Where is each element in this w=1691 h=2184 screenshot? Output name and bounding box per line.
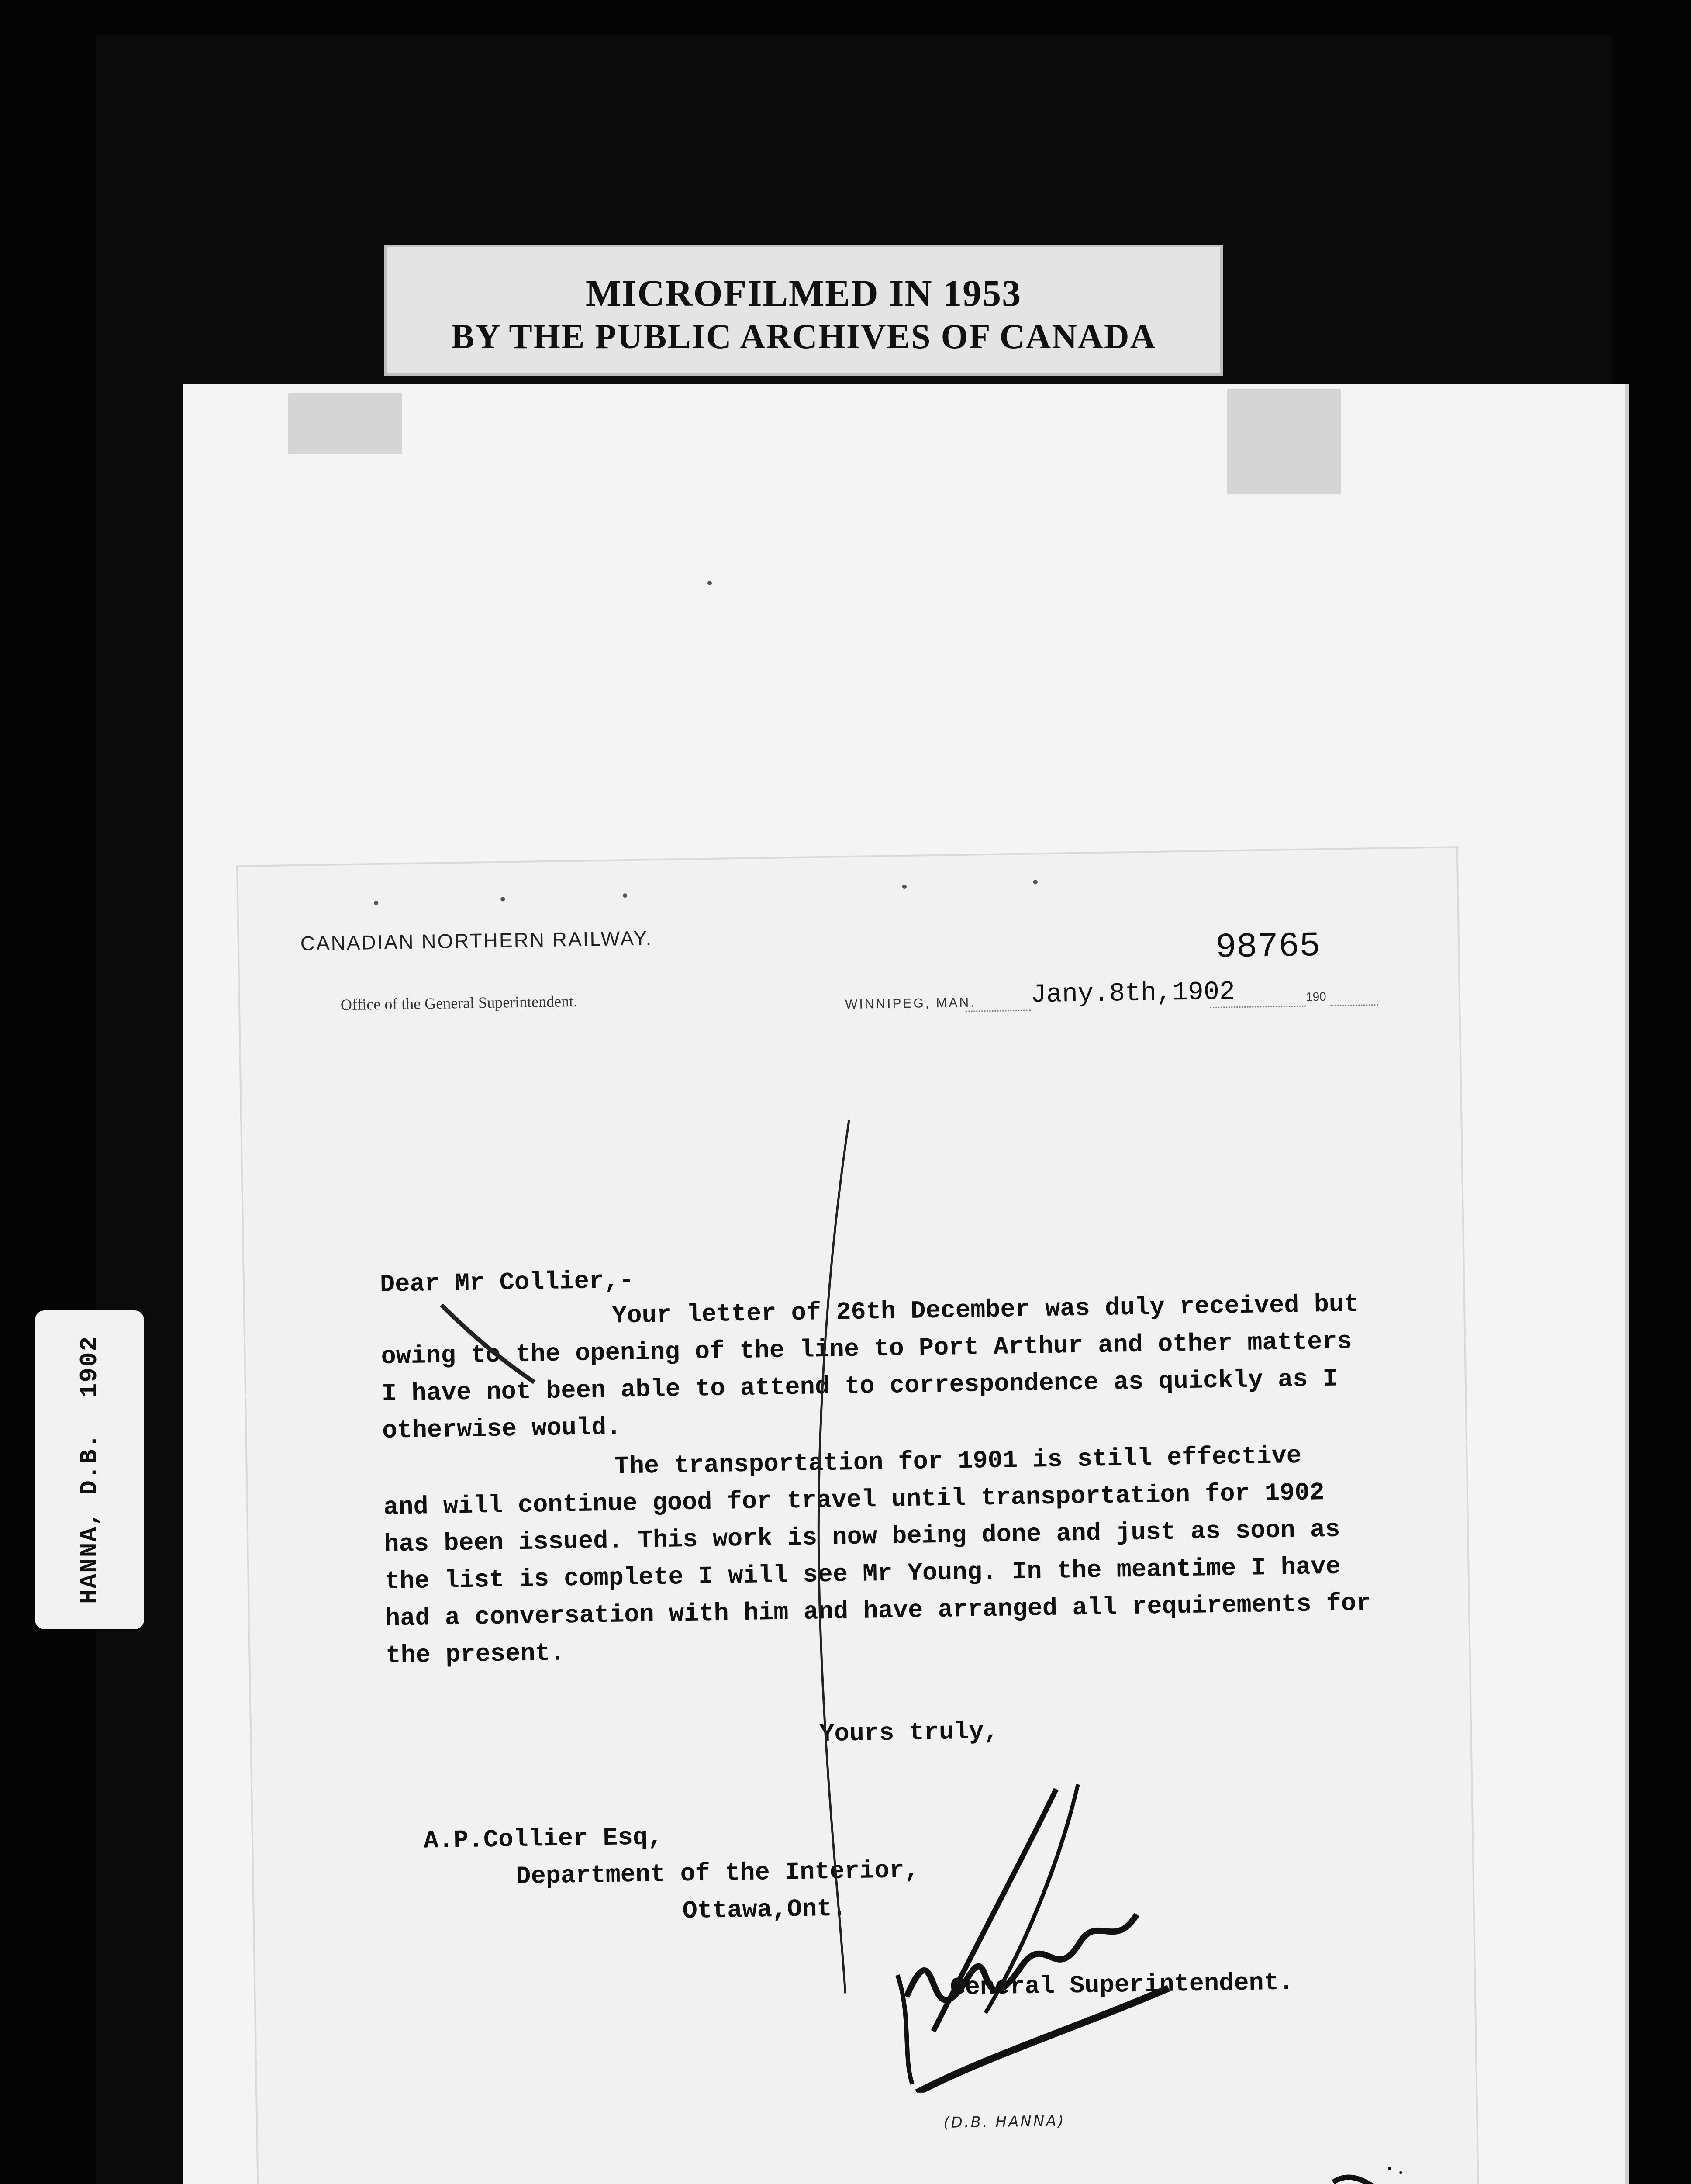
signature [851, 1782, 1249, 2094]
addressee-department: Department of the Interior, [515, 1856, 920, 1891]
ink-blot [1329, 2159, 1408, 2184]
handwritten-name-note: (D.B. HANNA) [943, 2112, 1066, 2132]
paragraph2-line: has been issued. This work is now being done and just as soon as [383, 1516, 1340, 1559]
tape-strip-left [288, 393, 402, 454]
printed-year: 190 [1305, 989, 1326, 1004]
punch-hole [623, 893, 627, 898]
paragraph2-line: and will continue good for travel until transportation for 1902 [383, 1479, 1325, 1522]
addressee-name: A.P.Collier Esq, [423, 1824, 663, 1856]
file-number: 98765 [1215, 926, 1321, 968]
paragraph2-line: the present. [385, 1639, 566, 1670]
closing: Yours truly, [819, 1717, 999, 1749]
paragraph2-line: the list is complete I will see Mr Young. In the meantime I have [384, 1553, 1341, 1596]
letter-city: WINNIPEG, MAN. [845, 995, 976, 1012]
letter-page [238, 848, 1480, 2184]
paragraph1-line: otherwise would. [382, 1413, 622, 1445]
salutation: Dear Mr Collier,- [380, 1267, 635, 1299]
paragraph1-line: I have not been able to attend to correspondence as quickly as I [381, 1365, 1338, 1408]
signature-title: General Superintendent. [950, 1969, 1294, 2002]
dotted-rule [1330, 1004, 1378, 1006]
archive-stamp-line2: BY THE PUBLIC ARCHIVES OF CANADA [451, 318, 1156, 356]
archive-stamp [384, 245, 1223, 376]
archive-stamp-line1: MICROFILMED IN 1953 [585, 272, 1022, 314]
punch-hole [500, 897, 505, 901]
paragraph2-line: had a conversation with him and have arranged all requirements for [385, 1590, 1371, 1633]
paper-speck [707, 581, 712, 585]
paragraph2-line: The transportation for 1901 is still effective [614, 1442, 1302, 1481]
letter-date: Jany.8th,1902 [1030, 977, 1235, 1010]
file-tab-name: HANNA, D.B. [76, 1433, 104, 1604]
punch-hole [374, 901, 378, 905]
file-tab-year: 1902 [76, 1335, 104, 1398]
punch-hole [1033, 880, 1038, 884]
office-title: Office of the General Superintendent. [340, 992, 578, 1014]
addressee-city: Ottawa,Ont. [682, 1895, 847, 1926]
punch-hole [902, 885, 907, 889]
company-name: CANADIAN NORTHERN RAILWAY. [300, 926, 653, 955]
tape-strip-right [1227, 389, 1341, 494]
file-tab-label [76, 1318, 104, 1621]
pen-check-mark [437, 1299, 543, 1388]
paragraph1-line: owing to the opening of the line to Port Arthur and other matters [381, 1328, 1353, 1371]
paragraph1-line: Your letter of 26th December was duly received but [611, 1290, 1359, 1330]
